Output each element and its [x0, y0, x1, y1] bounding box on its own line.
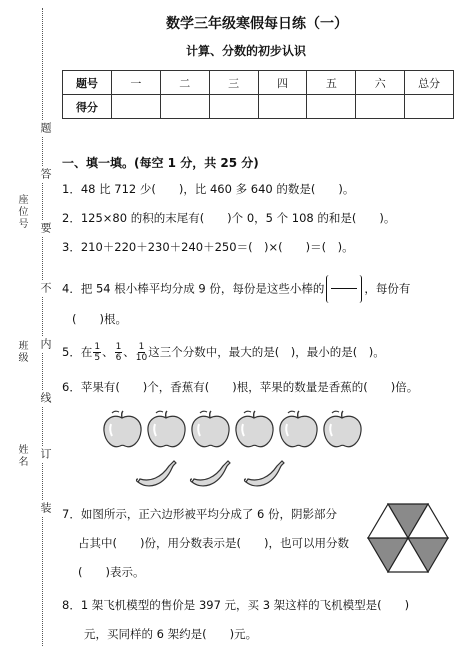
question-5: [62, 342, 385, 363]
separator: 、: [123, 345, 135, 359]
score-table: [62, 70, 454, 119]
fraction-numerator: 1: [94, 342, 101, 352]
margin-char-ding: 订: [39, 448, 52, 461]
score-table-header-cell: 一: [111, 71, 160, 95]
score-table-header-cell: 三: [209, 71, 258, 95]
score-table-header-cell: 题号: [63, 71, 112, 95]
margin-char-da: 答: [39, 168, 52, 181]
apple-icon: [236, 411, 273, 447]
margin-char-yao: 要: [39, 222, 52, 235]
separator: 、: [102, 345, 114, 359]
score-table-header-cell: 六: [356, 71, 405, 95]
banana-icon: [245, 461, 285, 486]
margin-char-ti: 题: [39, 122, 52, 135]
hexagon-figure: [366, 500, 450, 576]
score-cell[interactable]: [111, 95, 160, 119]
question-7-line-2: 占其中( )份，用分数表示是( )，也可以用分数: [78, 536, 349, 550]
question-2: 2．125×80 的积的末尾有( )个 0，5 个 108 的和是( )。: [62, 211, 396, 225]
fraction-denominator: 10: [135, 353, 148, 363]
score-cell[interactable]: [209, 95, 258, 119]
class-label: 班级: [16, 340, 27, 364]
score-table-header-cell: 总分: [405, 71, 454, 95]
question-7-line-3: ( )表示。: [78, 565, 145, 579]
margin-char-xian: 线: [39, 392, 52, 405]
apples-illustration: [96, 408, 376, 450]
score-table-header-cell: 二: [160, 71, 209, 95]
score-cell[interactable]: [356, 95, 405, 119]
score-cell[interactable]: [160, 95, 209, 119]
question-4: [62, 275, 410, 303]
margin-char-bu: 不: [39, 282, 52, 295]
banana-icon: [191, 461, 231, 486]
apple-icon: [280, 411, 317, 447]
apple-icon: [192, 411, 229, 447]
apple-icon: [148, 411, 185, 447]
score-table-header-cell: 五: [307, 71, 356, 95]
question-6: 6．苹果有( )个，香蕉有( )根，苹果的数量是香蕉的( )倍。: [62, 380, 419, 394]
score-cell[interactable]: [307, 95, 356, 119]
apple-icon: [324, 411, 361, 447]
fraction-numerator: 1: [138, 342, 145, 352]
question-5-prefix: 5．在: [62, 345, 93, 359]
section-heading: 一、填一填。(每空 1 分，共 25 分): [62, 156, 259, 170]
bananas-illustration: [128, 454, 308, 490]
score-row-label: 得分: [63, 95, 112, 119]
fraction-denominator: 6: [115, 353, 122, 363]
page-title: 数学三年级寒假每日练（一）: [166, 16, 348, 32]
score-cell[interactable]: [258, 95, 307, 119]
fraction-one-sixth: [115, 342, 123, 363]
binding-margin-dotted-line: [42, 8, 43, 646]
name-label: 姓名: [16, 444, 27, 468]
apple-icon: [104, 411, 141, 447]
fraction-denominator: 5: [94, 353, 101, 363]
fraction-numerator: 1: [115, 342, 122, 352]
fraction-one-tenth: [136, 342, 147, 363]
question-3: 3．210＋220＋230＋240＋250＝( )×( )＝( )。: [62, 240, 354, 254]
seat-number-label: 座位号: [16, 194, 27, 230]
margin-char-nei: 内: [39, 338, 52, 351]
banana-icon: [137, 461, 177, 486]
score-cell[interactable]: [405, 95, 454, 119]
score-table-score-row: [63, 95, 454, 119]
page-subtitle: 计算、分数的初步认识: [186, 44, 307, 58]
question-7-line-1: 7．如图所示，正六边形被平均分成了 6 份，阴影部分: [62, 507, 337, 521]
question-8-line-1: 8．1 架飞机模型的售价是 397 元，买 3 架这样的飞机模型是( ): [62, 598, 410, 612]
question-4-text-a: 4．把 54 根小棒平均分成 9 份，每份是这些小棒的: [62, 281, 325, 296]
question-4-continued: ( )根。: [72, 312, 127, 326]
score-table-header-cell: 四: [258, 71, 307, 95]
question-8-line-2: 元，买同样的 6 架约是( )元。: [84, 627, 258, 641]
fraction-one-fifth: [93, 342, 101, 363]
margin-char-zhuang: 装: [39, 502, 52, 515]
question-1: 1．48 比 712 少( )，比 460 多 640 的数是( )。: [62, 182, 355, 196]
score-table-header-row: [63, 71, 454, 95]
question-4-text-b: ，每份有: [364, 281, 411, 296]
fraction-answer-box[interactable]: [326, 275, 362, 303]
question-5-suffix: 这三个分数中，最大的是( )，最小的是( )。: [148, 345, 385, 359]
